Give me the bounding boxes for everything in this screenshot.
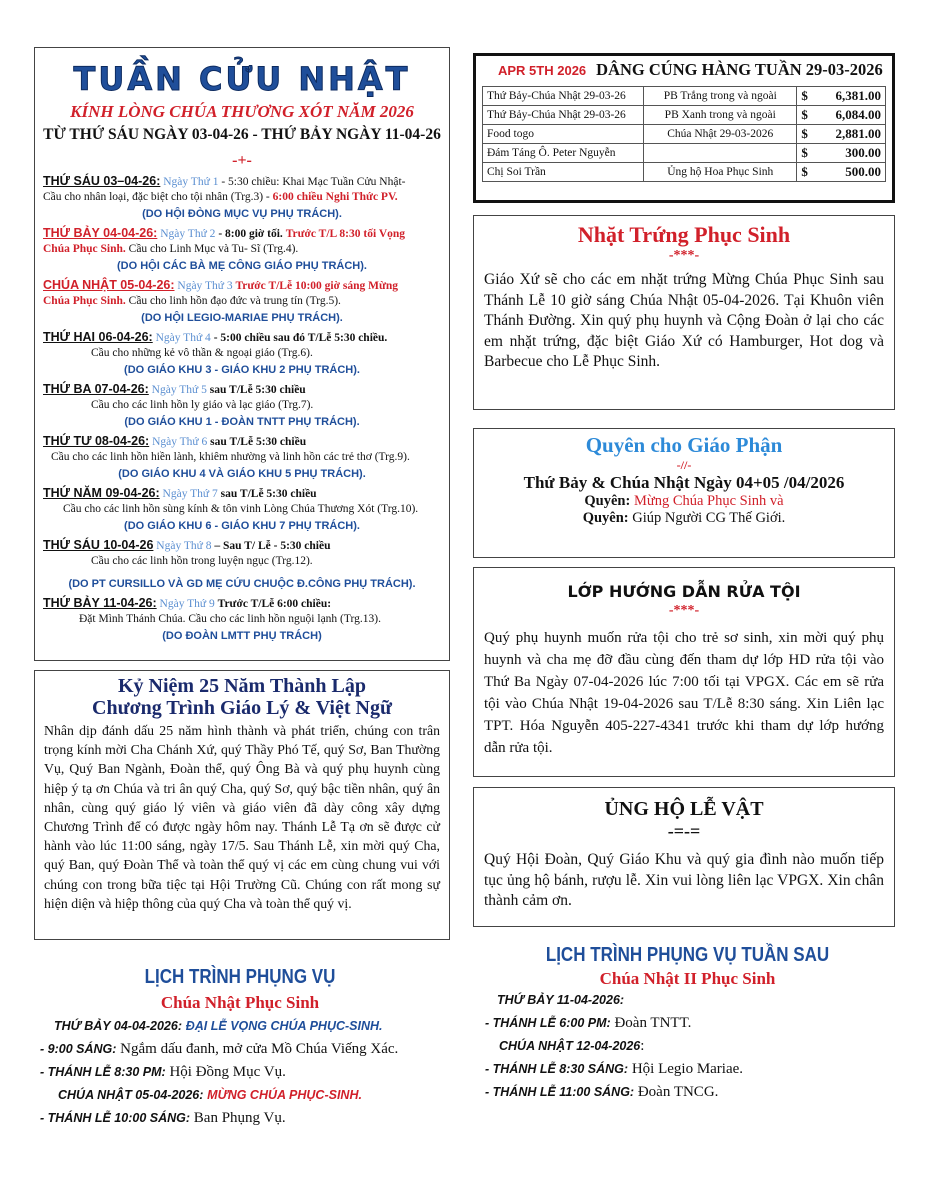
offering-row bbox=[483, 125, 886, 144]
day-label: THỨ BA 07-04-26: bbox=[43, 382, 149, 396]
liturgy-date: CHÚA NHẬT 05-04-2026: bbox=[58, 1088, 204, 1102]
egg-hunt-title: Nhặt Trứng Phục Sinh bbox=[577, 222, 791, 247]
day-label: THỨ BẢY 11-04-26: bbox=[43, 596, 157, 610]
day-responsible: (DO ĐOÀN LMTT PHỤ TRÁCH) bbox=[162, 630, 322, 642]
liturgy-desc: Hội Đồng Mục Vụ. bbox=[169, 1064, 286, 1080]
day-intention: Cầu cho các linh hồn hiền lành, khiêm nhường và linh hồn các trẻ thơ (Trg.9). bbox=[51, 451, 410, 463]
day-ordinal: Ngày Thứ 7 bbox=[162, 488, 218, 500]
next-week-colon: : bbox=[640, 1038, 645, 1054]
anniversary-title-1: Kỷ Niệm 25 Năm Thành Lập bbox=[117, 675, 366, 697]
day-label: THỨ SÁU 03–04-26: bbox=[43, 174, 161, 188]
anniversary-title-2: Chương Trình Giáo Lý & Việt Ngữ bbox=[92, 697, 392, 719]
currency-symbol: $ bbox=[801, 164, 808, 179]
day-ordinal: Ngày Thứ 9 bbox=[159, 598, 215, 610]
novena-title: TUẦN CỬU NHẬT bbox=[73, 60, 411, 98]
baptism-body: Quý phụ huynh muốn rửa tội cho trẻ sơ sinh, xin mời quý phụ huynh và cha mẹ đỡ đầu cùng đến tham dự lớp HD rửa tội vào Thứ Ba Ngày 07-04-2026 lúc 7:00 tối tại VPGX. Các em sẽ rửa tội vào Chúa Nhật 19-04-2026 sau T/Lễ 8:30 sáng. Xin Liên lạc TPT. Hóa Nguyễn 405-227-4341 trước khi tham dự lớp hướng dẫn rửa tội. bbox=[484, 630, 884, 756]
day-intention: Cầu cho các linh hồn sùng kính & tôn vinh Lòng Chúa Thương Xót (Trg.10). bbox=[63, 503, 419, 515]
liturgy-event: ĐẠI LỄ VỌNG CHÚA PHỤC-SINH. bbox=[185, 1019, 383, 1033]
offering-source: Chị Soi Trần bbox=[483, 163, 644, 182]
offering-source: Food togo bbox=[483, 125, 644, 144]
liturgy-desc: Ngắm dấu đanh, mở cửa Mồ Chúa Viếng Xác. bbox=[120, 1041, 399, 1057]
day-ordinal: Ngày Thứ 4 bbox=[155, 332, 211, 344]
novena-day-8 bbox=[43, 538, 441, 592]
day-label: CHÚA NHẬT 05-04-26: bbox=[43, 278, 175, 292]
day-label: THỨ NĂM 09-04-26: bbox=[43, 486, 160, 500]
liturgy-event: MỪNG CHÚA PHỤC-SINH. bbox=[207, 1088, 362, 1102]
day-intention: Cầu cho linh hồn đạo đức và trung tín (Trg.5). bbox=[128, 295, 341, 307]
offering-title: DÂNG CÚNG HÀNG TUẦN 29-03-2026 bbox=[596, 60, 883, 79]
day-intention: Cầu cho các linh hồn ly giáo và lạc giáo (Trg.7). bbox=[91, 399, 314, 411]
liturgy-line-1 bbox=[40, 1015, 440, 1038]
offering-source: Đám Táng Ô. Peter Nguyễn bbox=[483, 144, 644, 163]
next-week-date: CHÚA NHẬT 12-04-2026 bbox=[499, 1039, 641, 1053]
day-ordinal: Ngày Thứ 5 bbox=[151, 384, 207, 396]
collection-title: Quyên cho Giáo Phận bbox=[585, 433, 783, 457]
next-week-time: - THÁNH LỄ 6:00 PM: bbox=[485, 1016, 611, 1030]
day-time: - 8:00 giờ tối. bbox=[218, 228, 283, 240]
novena-subtitle: KÍNH LÒNG CHÚA THƯƠNG XÓT NĂM 2026 bbox=[70, 102, 414, 121]
day-time: sau T/Lễ 5:30 chiều bbox=[220, 488, 317, 500]
day-intention: Cầu cho nhân loại, đặc biệt cho tội nhân (Trg.3) - bbox=[43, 191, 270, 203]
liturgy-subtitle: Chúa Nhật Phục Sinh bbox=[160, 993, 320, 1012]
day-feast: Chúa Phục Sinh. bbox=[43, 295, 126, 307]
next-week-date: THỨ BẢY 11-04-2026: bbox=[497, 993, 625, 1007]
collection-item-text: Mừng Chúa Phục Sinh và bbox=[633, 493, 784, 509]
day-responsible: (DO GIÁO KHU 6 - GIÁO KHU 7 PHỤ TRÁCH). bbox=[124, 520, 360, 532]
collection-item-text: Giúp Người CG Thế Giới. bbox=[632, 510, 786, 526]
day-responsible: (DO HỘI ĐÒNG MỤC VỤ PHỤ TRÁCH). bbox=[142, 208, 342, 220]
day-intention: Cầu cho những kẻ vô thần & ngoại giáo (Trg.6). bbox=[91, 347, 313, 359]
novena-day-5 bbox=[43, 382, 441, 430]
amount-value: 500.00 bbox=[845, 164, 881, 179]
day-time: sau T/Lễ 5:30 chiều bbox=[210, 436, 307, 448]
offering-support-section bbox=[473, 787, 895, 927]
day-label: THỨ HAI 06-04-26: bbox=[43, 330, 153, 344]
egg-hunt-body: Giáo Xứ sẽ cho các em nhặt trứng Mừng Chúa Phục Sinh sau Thánh Lễ 10 giờ sáng Chúa Nhật 05-04-2026. Tại Khuôn viên Thánh Đường. Xin quý phụ huynh và Cộng Đoàn ở lại cho các em nhặt trứng, đặc biệt Giáo Xứ có Hamburger, Hot dog và Barbecue cho Lễ Phục Sinh. bbox=[484, 271, 884, 370]
next-week-desc: Hội Legio Mariae. bbox=[631, 1061, 744, 1077]
currency-symbol: $ bbox=[801, 126, 808, 141]
day-ordinal: Ngày Thứ 8 bbox=[156, 540, 212, 552]
support-title: ỦNG HỘ LỄ VẬT bbox=[604, 798, 764, 820]
day-time: - 5:30 chiều: Khai Mạc Tuần Cửu Nhật- bbox=[221, 176, 406, 188]
currency-symbol: $ bbox=[801, 145, 808, 160]
baptism-class-section bbox=[473, 567, 895, 777]
day-label: THỨ BẢY 04-04-26: bbox=[43, 226, 158, 240]
next-week-schedule bbox=[485, 944, 890, 1104]
currency-symbol: $ bbox=[801, 88, 808, 103]
amount-value: 6,381.00 bbox=[835, 88, 881, 103]
next-week-title: LỊCH TRÌNH PHỤNG VỤ TUẦN SAU bbox=[545, 944, 830, 966]
novena-date-range: TỪ THỨ SÁU NGÀY 03-04-26 - THỨ BẢY NGÀY 11-04-26 bbox=[43, 126, 441, 143]
novena-section bbox=[34, 47, 450, 661]
next-week-subtitle: Chúa Nhật II Phục Sinh bbox=[599, 969, 776, 988]
day-note: 6:00 chiều Nghi Thức PV. bbox=[272, 191, 398, 203]
novena-day-1 bbox=[43, 174, 441, 222]
easter-egg-hunt-section bbox=[473, 215, 895, 410]
novena-day-6 bbox=[43, 434, 441, 482]
day-ordinal: Ngày Thứ 2 bbox=[160, 228, 216, 240]
liturgy-line-5 bbox=[40, 1107, 440, 1130]
novena-separator: -+- bbox=[232, 152, 252, 169]
collection-item-2 bbox=[484, 510, 884, 527]
next-week-line-2 bbox=[485, 1012, 890, 1035]
novena-day-3 bbox=[43, 278, 441, 326]
next-week-line-1 bbox=[485, 989, 890, 1012]
day-mass-note: Trước T/L 8:30 tối Vọng bbox=[285, 228, 406, 240]
liturgy-time: - 9:00 SÁNG: bbox=[40, 1042, 117, 1056]
day-responsible: (DO HỘI CÁC BÀ MẸ CÔNG GIÁO PHỤ TRÁCH). bbox=[117, 260, 367, 272]
offering-description bbox=[644, 144, 797, 163]
offering-description: PB Trắng trong và ngoài bbox=[644, 87, 797, 106]
collection-label: Quyên: bbox=[582, 510, 629, 526]
day-label: THỨ SÁU 10-04-26 bbox=[43, 538, 154, 552]
diocese-collection-section bbox=[473, 428, 895, 558]
anniversary-section bbox=[34, 670, 450, 940]
day-intention: Đặt Mình Thánh Chúa. Cầu cho các linh hồn nguội lạnh (Trg.13). bbox=[79, 613, 381, 625]
day-time: sau T/Lễ 5:30 chiều bbox=[209, 384, 306, 396]
support-separator: -=-= bbox=[667, 821, 701, 841]
next-week-desc: Đoàn TNCG. bbox=[637, 1084, 719, 1100]
offering-description: Ủng hộ Hoa Phục Sinh bbox=[644, 163, 797, 182]
novena-day-4 bbox=[43, 330, 441, 378]
next-week-time: - THÁNH LỄ 11:00 SÁNG: bbox=[485, 1085, 635, 1099]
next-week-line-5 bbox=[485, 1081, 890, 1104]
baptism-title: LỚP HƯỚNG DẪN RỬA TỘI bbox=[567, 582, 801, 601]
day-ordinal: Ngày Thứ 6 bbox=[152, 436, 208, 448]
next-week-line-4 bbox=[485, 1058, 890, 1081]
day-time: - 5:00 chiều sau đó T/Lễ 5:30 chiều. bbox=[213, 332, 388, 344]
offering-row bbox=[483, 106, 886, 125]
offering-amount bbox=[797, 125, 886, 144]
offering-header bbox=[482, 60, 886, 80]
weekly-offering-section bbox=[473, 53, 895, 203]
collection-separator: -//- bbox=[676, 458, 692, 472]
liturgy-line-3 bbox=[40, 1061, 440, 1084]
offering-source: Thứ Bảy-Chúa Nhật 29-03-26 bbox=[483, 87, 644, 106]
next-week-time: - THÁNH LỄ 8:30 SÁNG: bbox=[485, 1062, 629, 1076]
collection-item-1 bbox=[484, 493, 884, 510]
day-responsible: (DO GIÁO KHU 3 - GIÁO KHU 2 PHỤ TRÁCH). bbox=[124, 364, 360, 376]
offering-date-label: APR 5TH 2026 bbox=[498, 63, 587, 78]
liturgy-time: - THÁNH LỄ 10:00 SÁNG: bbox=[40, 1111, 191, 1125]
day-responsible: (DO GIÁO KHU 1 - ĐOÀN TNTT PHỤ TRÁCH). bbox=[124, 416, 360, 428]
offering-row bbox=[483, 144, 886, 163]
day-feast: Chúa Phục Sinh. bbox=[43, 243, 126, 255]
day-responsible: (DO GIÁO KHU 4 VÀ GIÁO KHU 5 PHỤ TRÁCH). bbox=[118, 468, 366, 480]
anniversary-body: Nhân dịp đánh dấu 25 năm hình thành và phát triển, chúng con trân trọng kính mời Cha Chánh Xứ, quý Thầy Phó Tế, quý Sơ, Ban Thường Vụ, Quý Ban Ngành, Đoàn thể, quý Ông Bà và quý phụ huynh cùng hiệp ý tạ ơn Chúa và tri ân quý Cha, quý Sơ, quý bậc tiền nhân, quý ân nhân, cùng quý giáo lý viên và giáo viên đã dày công xây dựng Chương Trình để có được ngày hôm nay. Thánh Lễ Tạ ơn sẽ được cử hành vào lúc 11:00 sáng, ngày 17/5. Sau Thánh Lễ, xin mời quý Cha, quý Ban, quý Đoàn Thể và toàn thể quý vị các em cùng chung vui với chúng con trong bữa tiệc tại Hội Trường Cũ. Chúng con rất mong sự hiện diện và hiệp thông của quý Cha và toàn thể quý vị. bbox=[44, 723, 440, 911]
offering-amount bbox=[797, 106, 886, 125]
day-time: – Sau T/ Lễ - 5:30 chiều bbox=[214, 540, 331, 552]
offering-table bbox=[482, 86, 886, 182]
offering-source: Thứ Bảy-Chúa Nhật 29-03-26 bbox=[483, 106, 644, 125]
liturgy-line-4 bbox=[40, 1084, 440, 1107]
day-responsible: (DO HỘI LEGIO-MARIAE PHỤ TRÁCH). bbox=[141, 312, 343, 324]
liturgy-date: THỨ BẢY 04-04-2026: bbox=[54, 1019, 182, 1033]
amount-value: 2,881.00 bbox=[835, 126, 881, 141]
offering-row bbox=[483, 87, 886, 106]
day-time: Trước T/Lễ 6:00 chiều: bbox=[217, 598, 332, 610]
offering-amount bbox=[797, 144, 886, 163]
next-week-line-3 bbox=[485, 1035, 890, 1058]
liturgy-line-2 bbox=[40, 1038, 440, 1061]
day-mass-note: Trước T/Lễ 10:00 giờ sáng Mừng bbox=[235, 280, 399, 292]
novena-day-7 bbox=[43, 486, 441, 534]
day-label: THỨ TƯ 08-04-26: bbox=[43, 434, 150, 448]
novena-day-9 bbox=[43, 596, 441, 644]
next-week-desc: Đoàn TNTT. bbox=[614, 1015, 692, 1031]
day-intention: Cầu cho các linh hồn trong luyện ngục (Trg.12). bbox=[91, 555, 313, 567]
offering-description: PB Xanh trong và ngoài bbox=[644, 106, 797, 125]
day-ordinal: Ngày Thứ 1 bbox=[163, 176, 219, 188]
support-body: Quý Hội Đoàn, Quý Giáo Khu và quý gia đình nào muốn tiếp tục ủng hộ bánh, rượu lễ. Xin vui lòng liên lạc VPGX. Xin chân thành cảm ơn. bbox=[484, 851, 884, 909]
day-intention: Cầu cho Linh Mục và Tu- Sĩ (Trg.4). bbox=[128, 243, 299, 255]
egg-hunt-separator: -***- bbox=[668, 248, 700, 263]
offering-amount bbox=[797, 87, 886, 106]
liturgy-title: LỊCH TRÌNH PHỤNG VỤ bbox=[144, 966, 336, 988]
liturgy-desc: Ban Phụng Vụ. bbox=[193, 1110, 286, 1126]
liturgy-time: - THÁNH LỄ 8:30 PM: bbox=[40, 1065, 166, 1079]
amount-value: 6,084.00 bbox=[835, 107, 881, 122]
day-responsible: (DO PT CURSILLO VÀ GD MẸ CỨU CHUỘC Đ.CÔNG PHỤ TRÁCH). bbox=[68, 578, 416, 590]
collection-label: Quyên: bbox=[584, 493, 631, 509]
day-ordinal: Ngày Thứ 3 bbox=[177, 280, 233, 292]
currency-symbol: $ bbox=[801, 107, 808, 122]
amount-value: 300.00 bbox=[845, 145, 881, 160]
novena-day-2 bbox=[43, 226, 441, 274]
offering-description: Chúa Nhật 29-03-2026 bbox=[644, 125, 797, 144]
liturgy-schedule bbox=[40, 966, 440, 1130]
baptism-separator: -***- bbox=[668, 603, 700, 618]
offering-amount bbox=[797, 163, 886, 182]
collection-dates: Thứ Bảy & Chúa Nhật Ngày 04+05 /04/2026 bbox=[523, 473, 845, 492]
offering-row bbox=[483, 163, 886, 182]
